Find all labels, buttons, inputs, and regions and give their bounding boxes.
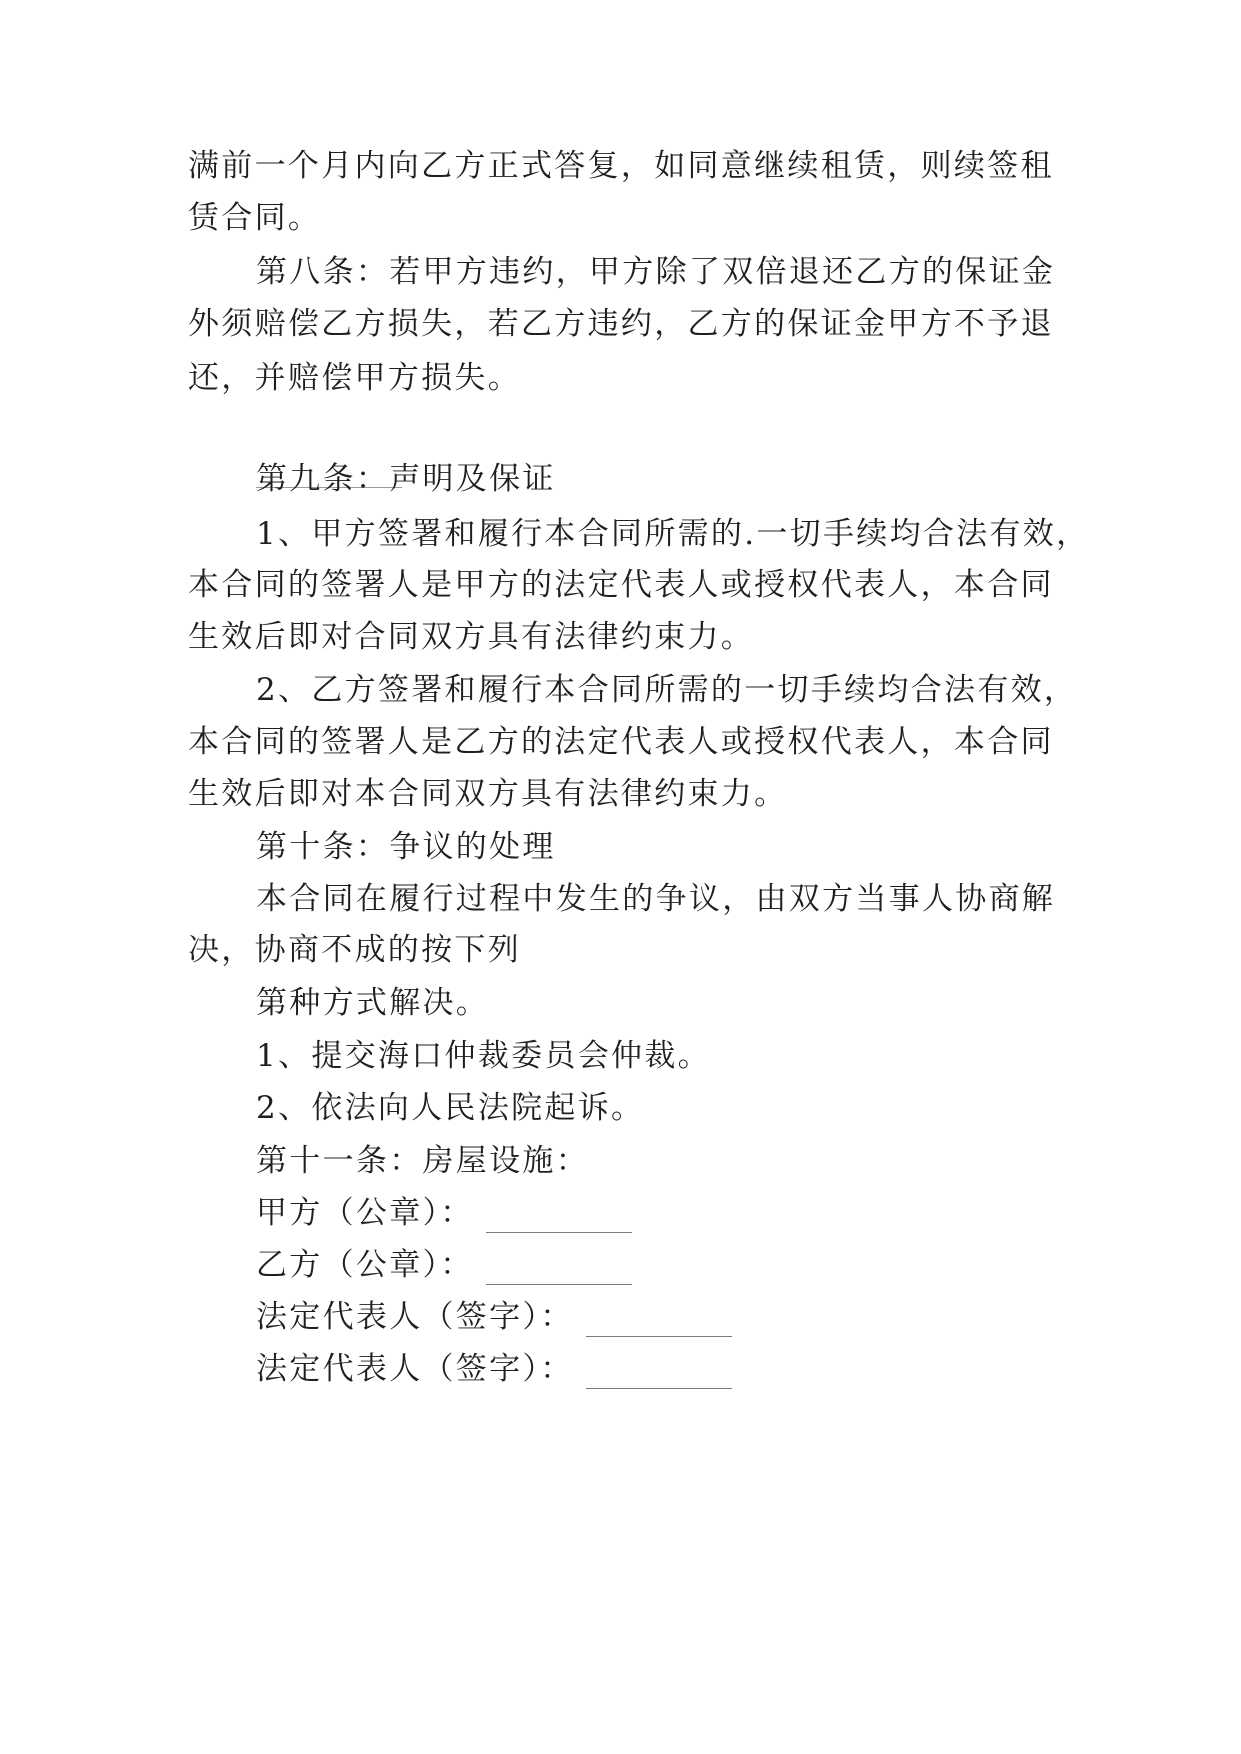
legal-rep-2-blank <box>586 1366 732 1389</box>
text-line-16: 第种方式解决。 <box>256 985 490 1021</box>
party-b-seal-label: 乙方（公章）： <box>256 1247 474 1283</box>
legal-rep-1-label: 法定代表人（签字）： <box>256 1299 574 1335</box>
article-9-heading: 第九条：声明及保证 <box>256 461 556 497</box>
text-line-4: 外须赔偿乙方损失，若乙方违约，乙方的保证金甲方不予退 <box>188 306 1054 342</box>
article-11-heading: 第十一条：房屋设施： <box>256 1143 589 1179</box>
text-line-7: 1、甲方签署和履行本合同所需的.一切手续均合法有效， <box>256 516 1090 552</box>
text-line-8: 本合同的签署人是甲方的法定代表人或授权代表人，本合同 <box>188 567 1054 603</box>
text-line-1: 满前一个月内向乙方正式答复，如同意继续租赁，则续签租 <box>188 148 1054 184</box>
text-line-9: 生效后即对合同双方具有法律约束力。 <box>188 619 755 655</box>
signature-row-party-a <box>256 1193 632 1233</box>
text-line-15: 决，协商不成的按下列 <box>188 932 521 968</box>
legal-rep-2-label: 法定代表人（签字）： <box>256 1351 574 1387</box>
legal-rep-1-blank <box>586 1314 732 1337</box>
signature-row-party-b <box>256 1245 632 1285</box>
article-8-heading: 第八条：若甲方违约，甲方除了双倍退还乙方的保证金 <box>256 254 1056 290</box>
text-line-12: 生效后即对本合同双方具有法律约束力。 <box>188 776 788 812</box>
signature-row-legal-rep-1 <box>256 1297 732 1337</box>
text-line-2: 赁合同。 <box>188 200 322 236</box>
party-a-seal-blank <box>486 1210 632 1233</box>
article-10-heading: 第十条：争议的处理 <box>256 829 556 865</box>
signature-row-legal-rep-2 <box>256 1349 732 1389</box>
party-a-seal-label: 甲方（公章）： <box>256 1195 474 1231</box>
text-line-10: 2、乙方签署和履行本合同所需的一切手续均合法有效， <box>256 672 1078 708</box>
text-line-11: 本合同的签署人是乙方的法定代表人或授权代表人，本合同 <box>188 724 1054 760</box>
text-line-5: 还，并赔偿甲方损失。 <box>188 360 521 396</box>
text-line-14: 本合同在履行过程中发生的争议，由双方当事人协商解 <box>256 881 1056 917</box>
text-line-17: 1、提交海口仲裁委员会仲裁。 <box>256 1038 711 1074</box>
text-line-18: 2、依法向人民法院起诉。 <box>256 1090 645 1126</box>
party-b-seal-blank <box>486 1262 632 1285</box>
